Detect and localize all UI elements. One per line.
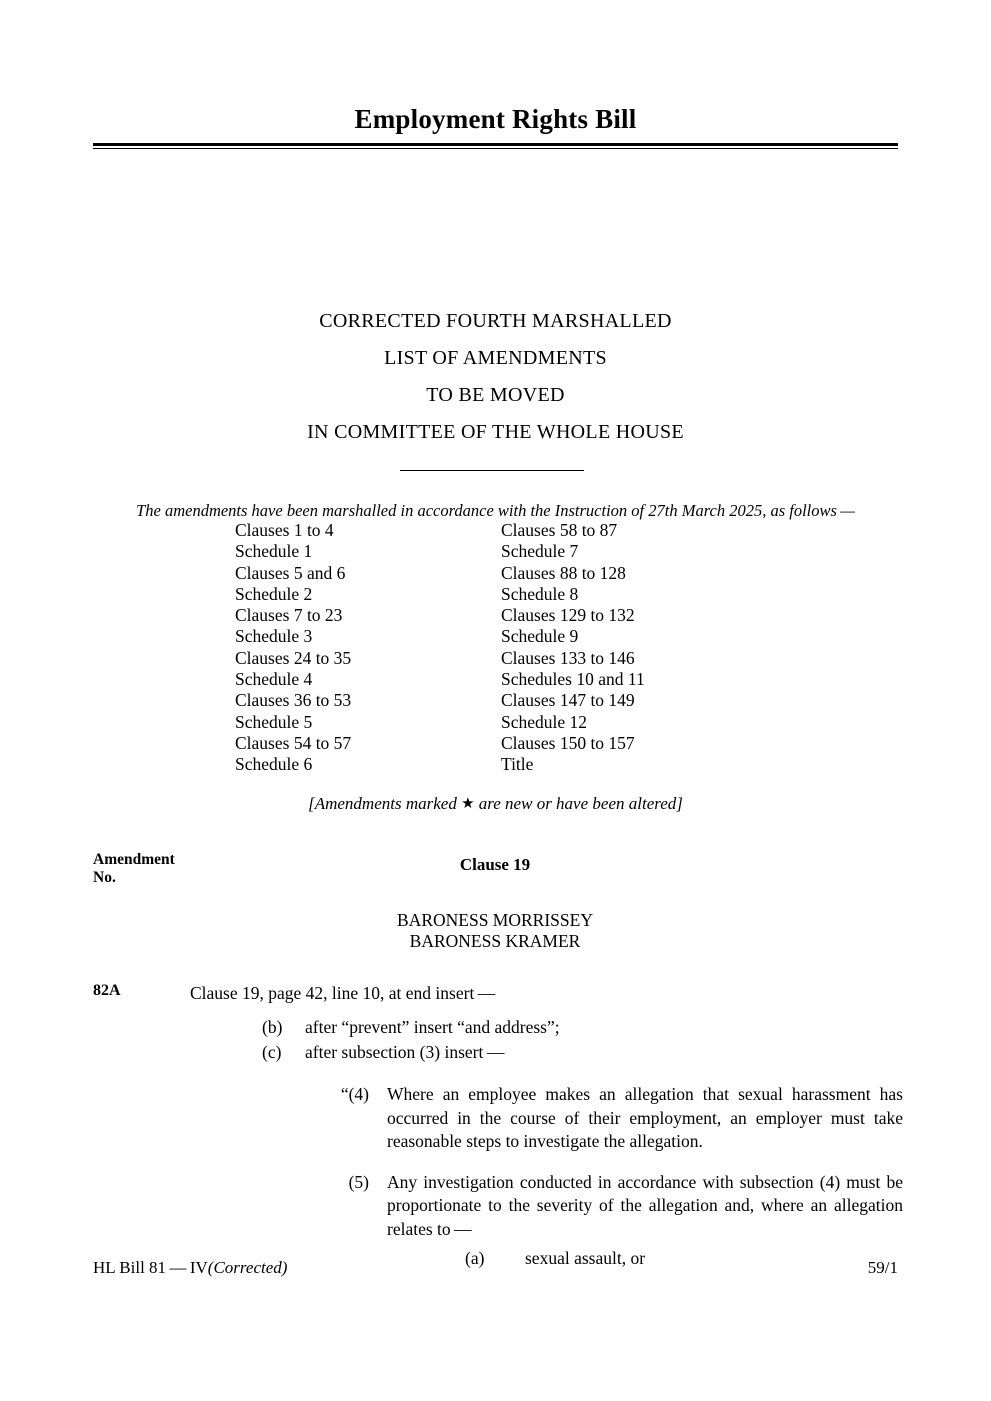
- clause-list-right-column: [501, 520, 781, 776]
- list-item: Clauses 54 to 57: [235, 732, 352, 753]
- page-title: Employment Rights Bill: [354, 104, 637, 134]
- subsection-text: Any investigation conducted in accordance with subsection (4) must be proportionate to the severity of the allegation and, where an allegation relates to —: [387, 1171, 903, 1239]
- footer-bill-ref-corrected: (Corrected): [207, 1258, 288, 1277]
- list-item: Schedule 2: [235, 583, 313, 604]
- amendment-no-label-line2: No.: [93, 869, 116, 886]
- heading-line-3: TO BE MOVED: [426, 384, 565, 406]
- page-footer: [93, 1258, 898, 1278]
- list-item: Clauses 36 to 53: [235, 690, 352, 711]
- subsection-text: Where an employee makes an allegation that sexual harassment has occurred in the course of their employment, an employer must take reasonable steps to investigate the allegation.: [387, 1084, 903, 1151]
- amendment-lead-row: [93, 982, 903, 1004]
- list-item: Schedule 12: [501, 711, 588, 732]
- footer-bill-ref-text: HL Bill 81 — IV: [93, 1258, 208, 1277]
- section-divider-rule: [400, 470, 584, 471]
- deep-item-marker: (a): [465, 1248, 485, 1268]
- note-close-bracket: ]: [676, 794, 683, 813]
- subsection-marker: (5): [348, 1171, 369, 1192]
- list-item: [309, 1171, 903, 1271]
- footer-page-number: 59/1: [867, 1258, 898, 1277]
- sub-item-marker: (c): [262, 1041, 282, 1062]
- clause-order-list: [235, 520, 795, 776]
- list-item: [309, 1083, 903, 1154]
- list-item: Schedule 7: [501, 541, 579, 562]
- list-item: Clauses 5 and 6: [235, 562, 346, 583]
- list-item: [262, 1041, 903, 1065]
- list-item: [262, 1016, 903, 1040]
- sponsor-name: BARONESS KRAMER: [409, 931, 581, 951]
- heading-line-1: CORRECTED FOURTH MARSHALLED: [319, 310, 672, 332]
- list-item: Clauses 58 to 87: [501, 520, 618, 540]
- document-heading-block: [93, 303, 898, 451]
- quoted-subsections: [309, 1083, 903, 1271]
- subsection-marker: “(4): [340, 1084, 369, 1104]
- heading-line-4: IN COMMITTEE OF THE WHOLE HOUSE: [307, 421, 684, 443]
- clause-heading: Clause 19: [459, 855, 531, 874]
- list-item: Clauses 1 to 4: [235, 520, 334, 540]
- list-item: Schedule 5: [235, 711, 313, 732]
- footer-bill-reference: [93, 1258, 287, 1278]
- list-item: Clauses 133 to 146: [501, 647, 635, 668]
- note-text-before-star: Amendments marked: [314, 794, 462, 813]
- note-open-bracket: [: [308, 794, 315, 813]
- amendment-sponsors: [190, 910, 800, 952]
- list-item: Clauses 129 to 132: [501, 605, 635, 626]
- title-double-rule: [93, 143, 898, 149]
- list-item: Schedules 10 and 11: [501, 669, 645, 690]
- amendment-sub-items: [262, 1016, 903, 1064]
- amendment-lead-text: Clause 19, page 42, line 10, at end insert —: [190, 983, 496, 1003]
- list-item: Schedule 6: [235, 754, 313, 775]
- sponsor-name: BARONESS MORRISSEY: [397, 910, 593, 930]
- sub-item-marker: (b): [262, 1017, 283, 1037]
- list-item: Clauses 24 to 35: [235, 647, 352, 668]
- amendment-no-label-line1: Amendment: [93, 851, 175, 868]
- heading-line-2: LIST OF AMENDMENTS: [384, 347, 607, 369]
- list-item: Clauses 147 to 149: [501, 690, 635, 711]
- list-item: Schedule 3: [235, 626, 313, 647]
- note-text-after-star: are new or have been altered: [474, 794, 677, 813]
- amendment-entry: [93, 982, 903, 1271]
- sub-item-text: after subsection (3) insert —: [305, 1041, 505, 1062]
- list-item: Schedule 9: [501, 626, 579, 647]
- amendments-marked-note: [93, 794, 898, 814]
- list-item: Schedule 8: [501, 583, 579, 604]
- deep-item-text: sexual assault, or: [525, 1248, 646, 1268]
- clause-list-left-column: [235, 520, 497, 776]
- star-icon: ★: [461, 796, 475, 812]
- sub-item-text: after “prevent” insert “and address”;: [305, 1017, 560, 1037]
- list-item: Clauses 7 to 23: [235, 605, 343, 626]
- list-item: Schedule 1: [235, 541, 313, 562]
- list-item: Title: [501, 754, 534, 775]
- list-item: Schedule 4: [235, 669, 313, 690]
- marshalling-instruction: The amendments have been marshalled in accordance with the Instruction of 27th March 2025, as follows —: [136, 501, 855, 520]
- amendment-number: 82A: [93, 982, 121, 999]
- list-item: Clauses 88 to 128: [501, 562, 626, 583]
- list-item: Clauses 150 to 157: [501, 732, 635, 753]
